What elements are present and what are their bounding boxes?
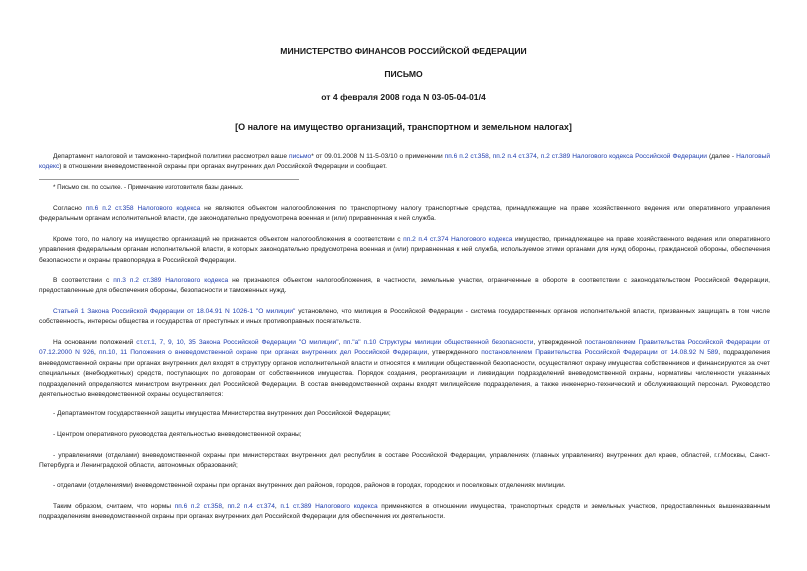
link-art358[interactable]: пп.6 п.2 ст.358 xyxy=(444,153,489,160)
text: Таким образом, считаем, что нормы xyxy=(53,503,175,510)
text: ) в отношении вневедомственной охраны при органах внутренних дел Российской Федерации и сообщает. xyxy=(59,163,387,171)
text: , утвержденного xyxy=(427,349,482,357)
link-police-law-articles[interactable]: ст.ст.1, 7, 9, 10, 35 Закона Российской Федерации "О милиции" xyxy=(136,339,339,346)
link-art389-p3-tax-code[interactable]: пп.3 п.2 ст.389 Налогового кодекса xyxy=(113,277,229,284)
link-art358-conclusion[interactable]: пп.6 п.2 ст.358 xyxy=(174,503,223,510)
paragraph-transport-tax xyxy=(39,204,770,225)
text: имущество, принадлежащее на праве хозяйственного ведения или оперативного управления федеральным органам исполнительной власти, в которых законодательно предусмотрена военная и (или) приравненная к ней служба, используемое этими органами для нужд обороны, гражданской обороны, обеспечения безопасности и охраны правопорядка в Российской Федерации. xyxy=(39,236,770,264)
link-art389-conclusion[interactable]: п.1 ст.389 Налогового кодекса xyxy=(280,503,378,510)
footnote: * Письмо см. по ссылке. - Примечание изготовителя базы данных. xyxy=(53,184,244,191)
text: Департамент налоговой и таможенно-тарифной политики рассмотрел ваше xyxy=(53,153,289,160)
paragraph-land-tax xyxy=(39,276,770,297)
text: * от 09.01.2008 N 11-5-03/10 о применении xyxy=(311,153,445,160)
document-date-number: от 4 февраля 2008 года N 03-05-04-01/4 xyxy=(321,92,486,102)
paragraph-conclusion xyxy=(39,502,770,523)
paragraph-intro xyxy=(39,152,770,173)
link-security-regulation[interactable]: пп.10, 11 Положения о вневедомственной охране при органах внутренних дел Российской Федерации xyxy=(99,349,428,357)
list-item: - отделами (отделениями) вневедомственной охраны при органах внутренних дел районов, городов, районов в городах, городских и поселковых отделениях милиции. xyxy=(53,482,566,489)
text: В соответствии с xyxy=(53,277,114,284)
text: , xyxy=(536,153,541,160)
text: , xyxy=(222,503,228,510)
link-art358-tax-code[interactable]: пп.6 п.2 ст.358 Налогового кодекса xyxy=(85,205,201,212)
text: , xyxy=(338,339,344,346)
ministry-title: МИНИСТЕРСТВО ФИНАНСОВ РОССИЙСКОЙ ФЕДЕРАЦИИ xyxy=(280,46,527,56)
text: применяются в отношении имущества, транспортных средств и земельных участков, предоставленных вышеназванным подразделениям вневедомственной охраны при органах внутренних дел Российской Федерации для обеспечения их деятельности. xyxy=(39,503,770,521)
text: Согласно xyxy=(53,205,86,212)
paragraph-police-law xyxy=(39,307,770,328)
list-item: - управлениями (отделами) вневедомственной охраны при министерствах внутренних дел республик в составе Российской Федерации, управлениях (главных управлениях) внутренних дел краев, областей, г.г.Москвы, Санкт-Петербурга и Ленинградской области, автономных образований; xyxy=(39,452,770,470)
link-art374-conclusion[interactable]: пп.2 п.4 ст.374 xyxy=(227,503,275,510)
document-subject: [О налоге на имущество организаций, транспортном и земельном налогах] xyxy=(235,122,572,132)
link-police-law-art1[interactable]: Статьей 1 Закона Российской Федерации от 18.04.91 N 1026-1 "О милиции" xyxy=(53,308,296,315)
paragraph-property-tax xyxy=(39,235,770,266)
text: не признаются объектом налогообложения, в частности, земельные участки, ограниченные в обороте в соответствии с законодательством Российской Федерации, предоставленные для обеспечения обороны, безопасности и таможенных нужд. xyxy=(39,277,771,295)
link-government-resolution-926[interactable]: постановлением Правительства Российской Федерации от 07.12.2000 N 926 xyxy=(39,339,770,357)
text: , xyxy=(488,153,493,160)
list-item: - Департаментом государственной защиты имущества Министерства внутренних дел Российской Федерации; xyxy=(53,410,391,417)
link-art374[interactable]: пп.2 п.4 ст.374 xyxy=(492,153,537,160)
link-tax-code[interactable]: Налоговый кодекс xyxy=(39,153,771,171)
text: , подразделения вневедомственной охраны при органах внутренних дел входят в структуру органов исполнительной власти и относятся к милиции общественной безопасности, осуществляют охрану имущества собственников и финансируются за счет специальных (внебюджетных) средств, поступающих по договорам от собственников имущества. Порядок создания, реорганизации и ликвидации подразделений вневедомственной охраны, нормативы численности указанных подразделений определяются министром внутренних дел Российской Федерации. В состав вневедомственной охраны входят милицейские подразделения, а также инженерно-технический и обслуживающий персонал. Руководство деятельностью вневедомственной охраны осуществляется: xyxy=(39,349,770,399)
text: Кроме того, по налогу на имущество организаций не признается объектом налогообложения в соответствии с xyxy=(53,236,404,243)
text: установлено, что милиция в Российской Федерации - система государственных органов исполнительной власти, призванных защищать в том числе собственность, интересы общества и государства от преступных и иных противоправных посягательств. xyxy=(39,308,770,326)
text: , xyxy=(274,503,281,510)
text: , утвержденной xyxy=(533,339,585,346)
link-government-resolution-589[interactable]: постановлением Правительства Российской Федерации от 14.08.92 N 589 xyxy=(481,349,719,357)
paragraph-private-security xyxy=(39,338,770,400)
footnote-divider xyxy=(39,179,299,180)
link-police-structure[interactable]: пп."а" п.10 Структуры милиции общественной безопасности xyxy=(343,339,534,346)
text: не являются объектом налогообложения по транспортному налогу транспортные средства, принадлежащие на праве хозяйственного ведения или оперативного управления федеральным органам исполнительной власти, где законодательно предусмотрена военная и (или) приравненная к ней служба. xyxy=(39,205,770,223)
text: (далее - xyxy=(707,153,737,160)
text: , xyxy=(94,349,100,357)
list-item: - Центром оперативного руководства деятельностью вневедомственной охраны; xyxy=(53,431,302,438)
link-letter[interactable]: письмо xyxy=(289,153,312,160)
document-type: ПИСЬМО xyxy=(384,69,423,79)
text: На основании положений xyxy=(53,339,137,346)
link-art389-tax-code[interactable]: п.2 ст.389 Налогового кодекса Российской Федерации xyxy=(540,153,707,160)
link-art374-tax-code[interactable]: пп.2 п.4 ст.374 Налогового кодекса xyxy=(403,236,513,243)
